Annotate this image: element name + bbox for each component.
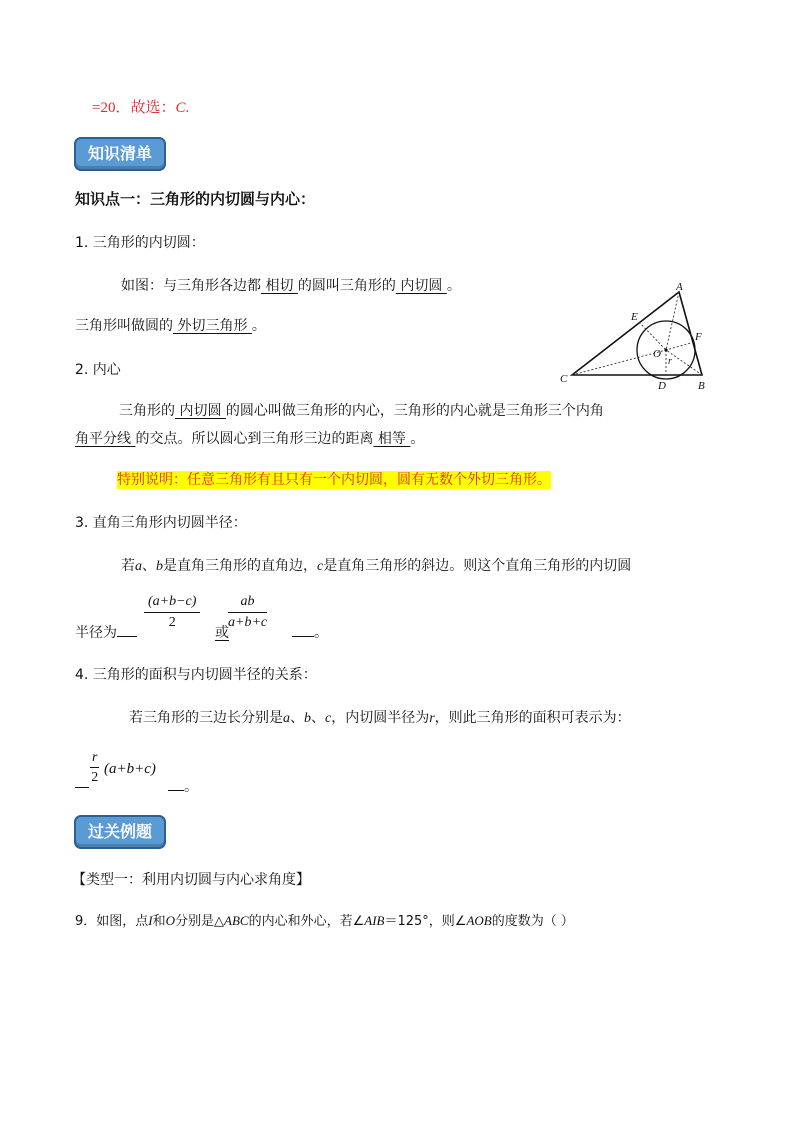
item4-line1 [129, 707, 631, 727]
q9-text-c: 的内心和外心，若∠ [248, 914, 365, 929]
blank-underline-3 [75, 787, 89, 788]
section-badge-label: 知识清单 [88, 144, 153, 163]
fraction-1-numerator: (a+b−c) [144, 594, 200, 613]
fraction-radius-1 [144, 594, 200, 631]
label-r: r [668, 356, 672, 367]
question-9 [75, 910, 574, 929]
item3-line2 [75, 622, 137, 642]
area-fraction-numerator: r [90, 750, 99, 768]
var-b-2: b [304, 711, 311, 726]
item1-line1 [121, 275, 461, 295]
center-point [664, 348, 667, 351]
var-a-2: a [283, 711, 290, 726]
area-formula-rest: (a+b+c) [104, 761, 156, 777]
item3-radius-label: 半径为 [75, 625, 117, 641]
item4-formula-end [168, 776, 198, 796]
radius-e [639, 322, 666, 350]
var-c: c [317, 559, 324, 574]
fraction-2-denominator: a+b+c [228, 615, 268, 630]
answer-text: =20．故选： [92, 100, 176, 116]
item3-line1 [121, 555, 631, 575]
item2-line1-text-a: 三角形的 [119, 403, 175, 419]
label-d: D [658, 380, 666, 392]
blank-underline [117, 636, 137, 637]
var-a: a [135, 559, 142, 574]
item4-heading: 4. 三角形的面积与内切圆半径的关系： [75, 667, 317, 683]
or-text: 或 [215, 625, 229, 641]
item4-sep-2: 、 [311, 710, 325, 726]
item4-text-d: ，内切圆半径为 [331, 710, 430, 726]
item3-line2-end [292, 622, 328, 642]
area-fraction-denominator: 2 [91, 770, 99, 785]
item1-line1-text-b: 的圆叫三角形的 [297, 278, 396, 294]
radius-f [666, 342, 694, 350]
blank-angle-bisector: 角平分线 [75, 431, 136, 447]
item2-line1 [119, 400, 604, 420]
special-note-text: 特别说明：任意三角形有且只有一个内切圆，圆有无数个外切三角形。 [117, 472, 551, 488]
item1-heading: 1. 三角形的内切圆： [75, 235, 205, 251]
item4-formula-line [75, 776, 89, 792]
var-r: r [429, 711, 435, 726]
section-badge-label-2: 过关例题 [88, 822, 153, 841]
item3-heading: 3. 直角三角形内切圆半径： [75, 515, 247, 531]
blank-equal: 相等 [373, 431, 411, 447]
item4-text-e: ，则此三角形的面积可表示为： [434, 710, 631, 726]
q9-point-o: O [165, 913, 176, 928]
item1-line1-text-a: 如图：与三角形各边都 [121, 278, 261, 294]
blank-incircle-2: 内切圆 [175, 403, 226, 419]
blank-incircle: 内切圆 [395, 278, 447, 294]
item2-line1-text-b: 的圆心叫做三角形的内心，三角形的内心就是三角形三个内角 [225, 403, 604, 419]
fraction-2-numerator: ab [228, 594, 267, 613]
q9-triangle: ABC [224, 913, 249, 928]
fraction-1-denominator: 2 [168, 615, 176, 630]
item2-line2-text-a: 的交点。所以圆心到三角形三边的距离 [135, 431, 374, 447]
section-badge-examples [74, 815, 166, 849]
item2-heading: 2. 内心 [75, 362, 121, 378]
answer-choice: C [175, 100, 186, 116]
bisector-c [572, 350, 666, 375]
item4-sep-1: 、 [290, 710, 304, 726]
fraction-radius-2 [228, 594, 267, 631]
blank-tangent: 相切 [261, 278, 298, 294]
label-o: O [653, 348, 661, 360]
answer-line [92, 96, 189, 117]
type-title: 【类型一：利用内切圆与内心求角度】 [72, 872, 310, 888]
q9-text-d: ＝125°，则∠ [384, 914, 467, 929]
item3-sep: 、 [142, 558, 156, 574]
item3-text-hyp: 是直角三角形的斜边。则这个直角三角形的内切圆 [323, 558, 632, 574]
q9-angle-aib: AIB [364, 913, 385, 928]
blank-underline-2 [292, 636, 314, 637]
label-f: F [695, 331, 702, 343]
section-badge-knowledge [74, 137, 166, 171]
q9-text-e: 的度数为（ ） [491, 914, 574, 929]
item2-line2 [75, 428, 424, 448]
item1-line2 [75, 315, 266, 335]
var-c-2: c [325, 711, 332, 726]
special-note [117, 469, 551, 489]
label-a: A [676, 281, 683, 293]
q9-angle-aob: AOB [466, 913, 492, 928]
item2-line2-text-b: 。 [410, 431, 425, 447]
item4-period: 。 [184, 779, 198, 795]
item4-text-a: 若三角形的三边长分别是 [129, 710, 283, 726]
blank-circumscribed-triangle: 外切三角形 [173, 318, 252, 334]
q9-text-a: 9．如图，点 [75, 914, 149, 929]
var-b: b [156, 559, 163, 574]
item3-text-legs: 是直角三角形的直角边， [163, 558, 317, 574]
item1-line2-text-b: 。 [251, 318, 266, 334]
q9-point-i: I [148, 913, 153, 928]
item1-line1-text-c: 。 [446, 278, 461, 294]
q9-text-b: 分别是△ [175, 914, 225, 929]
knowledge-point-title: 知识点一：三角形的内切圆与内心： [75, 190, 316, 208]
area-fraction [90, 750, 99, 786]
answer-suffix: . [185, 100, 190, 116]
blank-underline-4 [168, 790, 184, 791]
label-b: B [698, 380, 705, 392]
item3-text-if: 若 [121, 558, 135, 574]
item3-period: 。 [314, 625, 328, 641]
label-e: E [631, 311, 638, 323]
incircle-figure [555, 278, 725, 398]
triangle-abc [572, 292, 702, 375]
q9-and: 和 [152, 914, 166, 929]
label-c: C [560, 373, 568, 385]
item1-line2-text-a: 三角形叫做圆的 [75, 318, 173, 334]
